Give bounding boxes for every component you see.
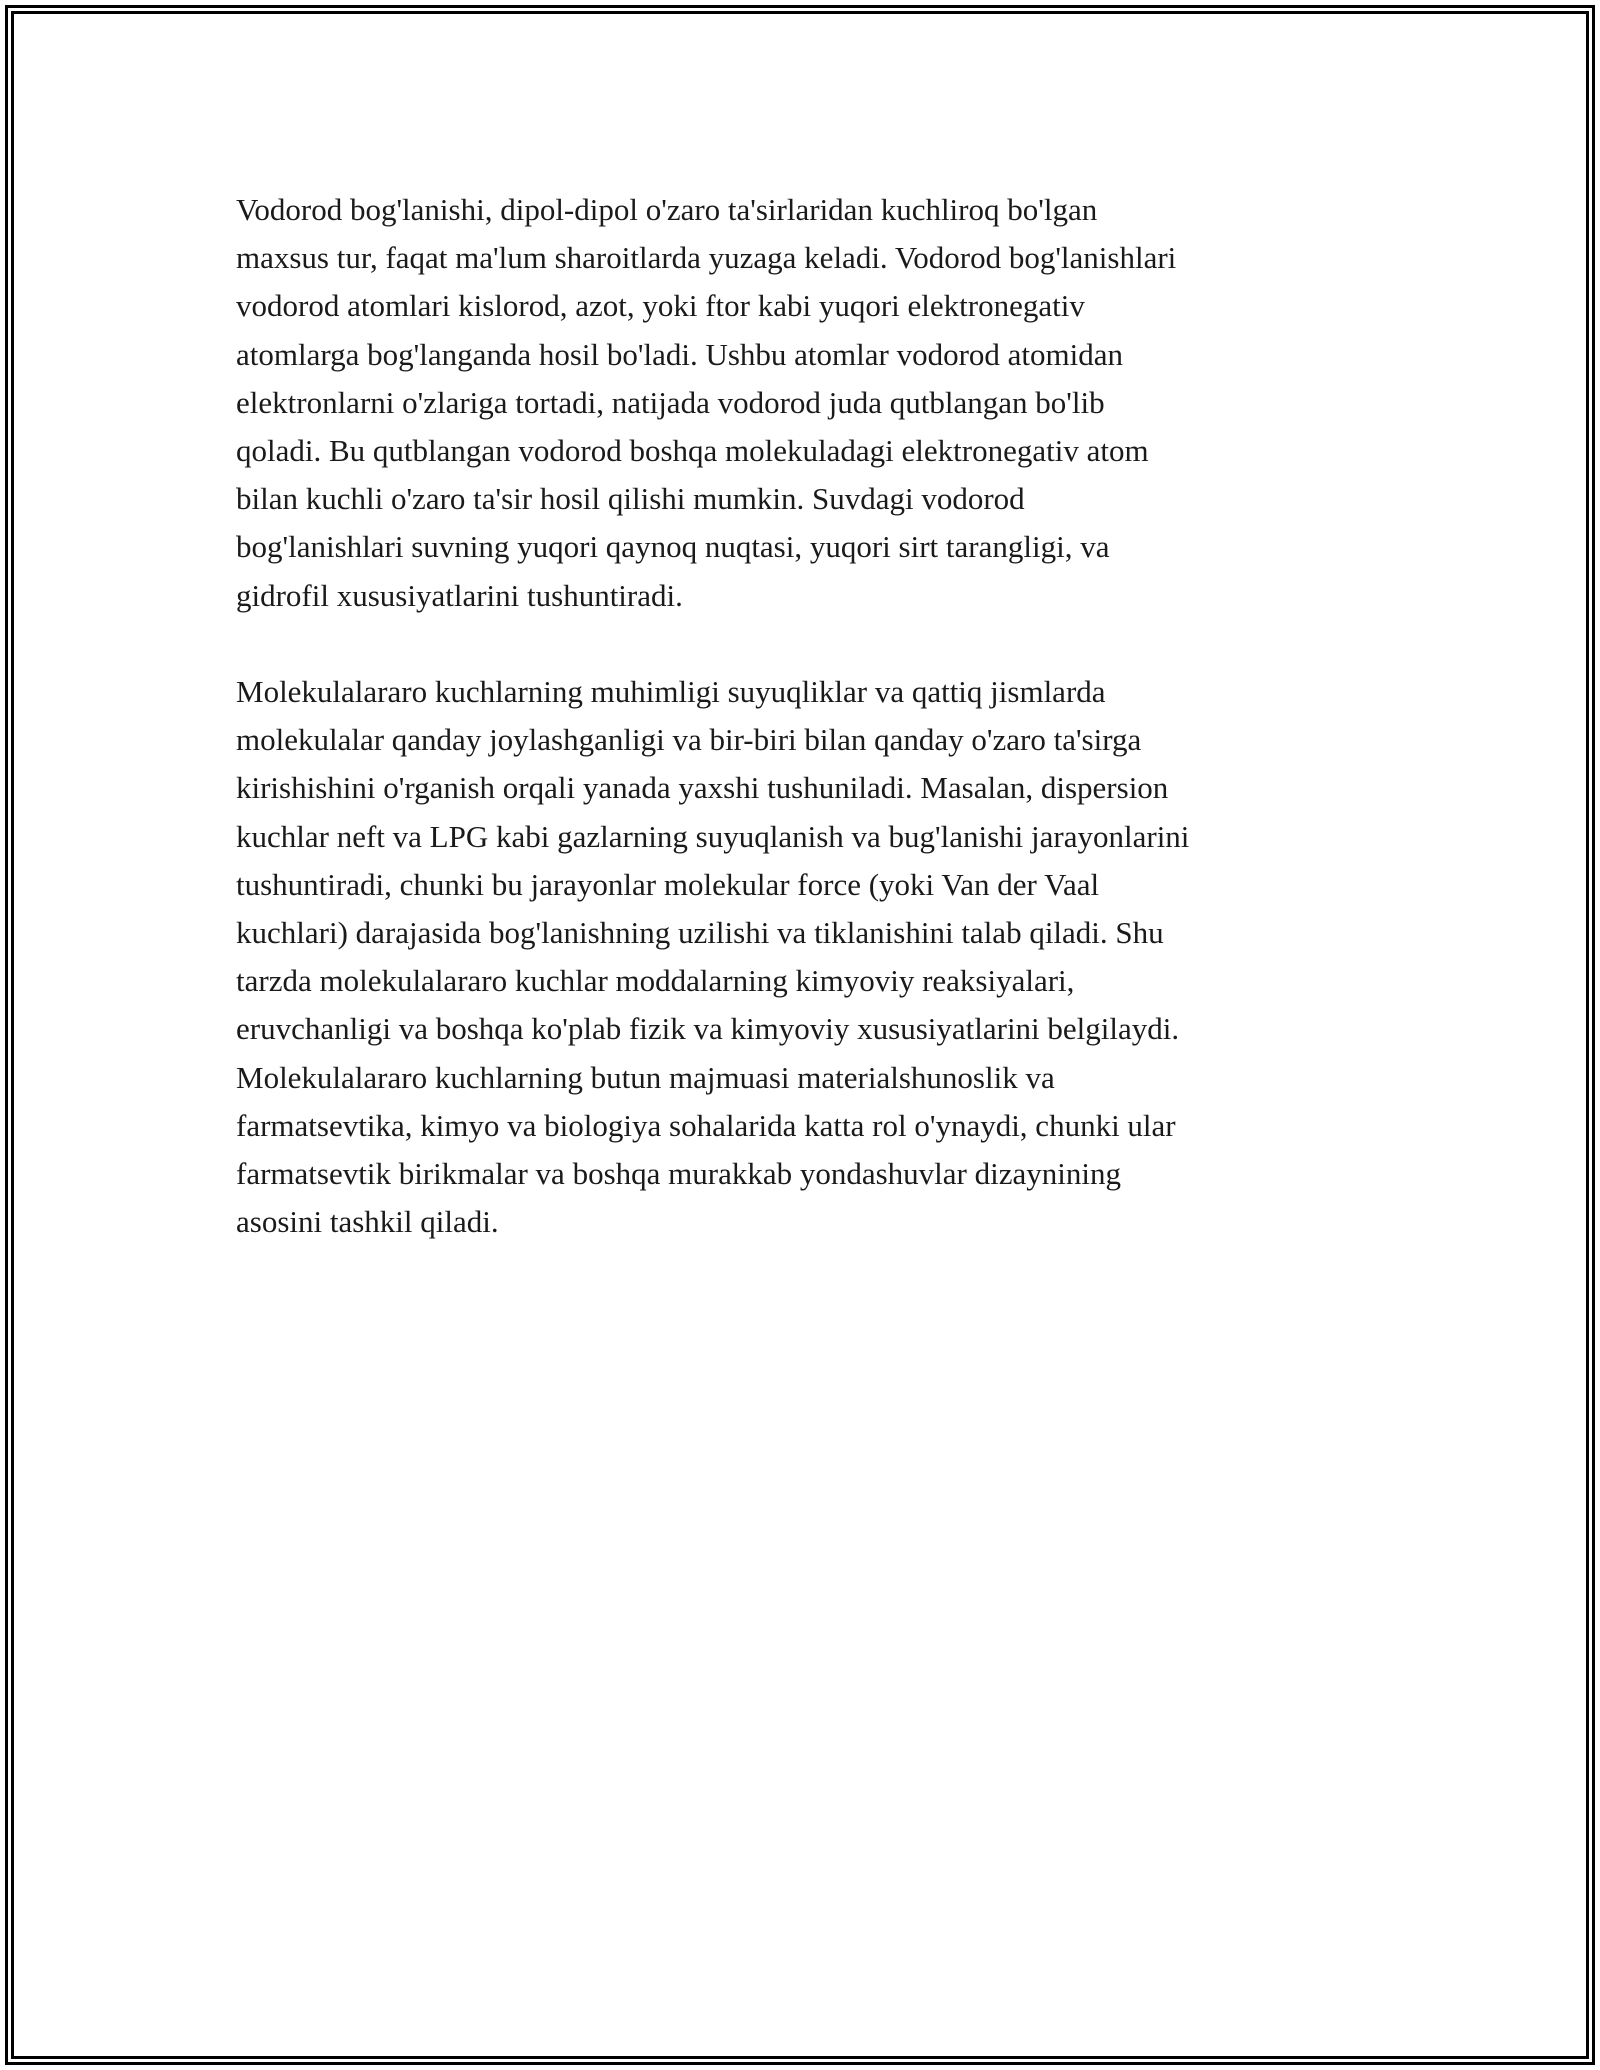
text-line: qoladi. Bu qutblangan vodorod boshqa molekuladagi elektronegativ atom [236, 433, 1149, 469]
text-line: Molekulalararo kuchlarning muhimligi suyuqliklar va qattiq jismlarda [236, 674, 1106, 710]
text-line: tushuntiradi, chunki bu jarayonlar molekular force (yoki Van der Vaal [236, 866, 1100, 902]
text-line: Vodorod bog'lanishi, dipol-dipol o'zaro ta'sirlaridan kuchliroq bo'lgan [236, 192, 1098, 227]
text-line: molekulalar qanday joylashganligi va bir-biri bilan qanday o'zaro ta'sirga [236, 722, 1142, 758]
paragraph-intermolecular-forces [236, 668, 1386, 1246]
text-line: kirishishini o'rganish orqali yanada yaxshi tushuniladi. Masalan, dispersion [236, 770, 1169, 806]
text-line: kuchlari) darajasida bog'lanishning uzilishi va tiklanishini talab qiladi. Shu [236, 915, 1164, 951]
text-line: vodorod atomlari kislorod, azot, yoki ftor kabi yuqori elektronegativ [236, 288, 1085, 324]
text-line: kuchlar neft va LPG kabi gazlarning suyuqlanish va bug'lanishi jarayonlarini [236, 818, 1190, 854]
paragraph-hydrogen-bonding [236, 186, 1386, 620]
document-body [236, 186, 1386, 1246]
text-line: bilan kuchli o'zaro ta'sir hosil qilishi mumkin. Suvdagi vodorod [236, 481, 1025, 517]
text-line: farmatsevtik birikmalar va boshqa murakkab yondashuvlar dizaynining [236, 1156, 1121, 1192]
text-line: asosini tashkil qiladi. [236, 1204, 499, 1240]
text-line: bog'lanishlari suvning yuqori qaynoq nuqtasi, yuqori sirt tarangligi, va [236, 529, 1110, 565]
text-line: atomlarga bog'langanda hosil bo'ladi. Ushbu atomlar vodorod atomidan [236, 336, 1124, 372]
text-line: eruvchanligi va boshqa ko'plab fizik va kimyoviy xususiyatlarini belgilaydi. [236, 1011, 1180, 1047]
text-line: elektronlarni o'zlariga tortadi, natijada vodorod juda qutblangan bo'lib [236, 384, 1105, 420]
text-line: farmatsevtika, kimyo va biologiya sohalarida katta rol o'ynaydi, chunki ular [236, 1107, 1176, 1143]
text-line: Molekulalararo kuchlarning butun majmuasi materialshunoslik va [236, 1059, 1055, 1095]
text-line: gidrofil xususiyatlarini tushuntiradi. [236, 577, 683, 613]
text-line: maxsus tur, faqat ma'lum sharoitlarda yuzaga keladi. Vodorod bog'lanishlari [236, 240, 1177, 276]
text-line: tarzda molekulalararo kuchlar moddalarning kimyoviy reaksiyalari, [236, 963, 1075, 999]
